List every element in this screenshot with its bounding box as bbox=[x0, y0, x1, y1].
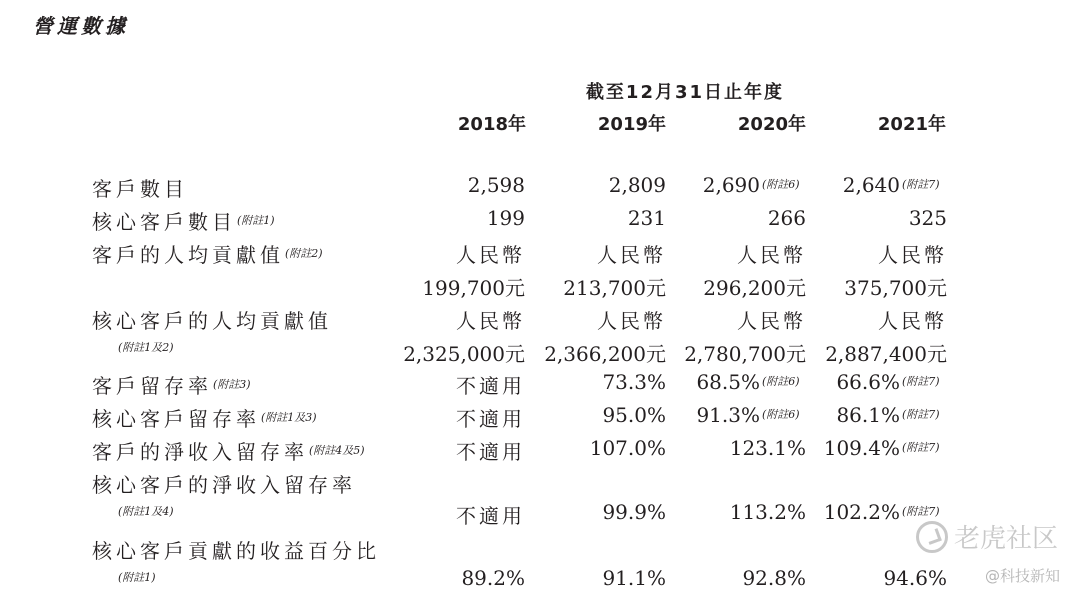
row-label-avg-contribution bbox=[92, 239, 323, 268]
row-sub-note-core-net-revenue-retention: (附註1及4) bbox=[118, 505, 174, 518]
cell-net-revenue-retention-2018: 不適用 bbox=[456, 440, 525, 464]
cell-customers-2019: 2,809 bbox=[608, 173, 666, 197]
cell-note-net-revenue-retention-2021: (附註7) bbox=[902, 441, 940, 454]
cell-core-net-revenue-retention-2020: 113.2% bbox=[729, 500, 806, 524]
cell-customers-2020: 2,690 bbox=[702, 173, 760, 197]
cell-core-revenue-share-2018: 89.2% bbox=[461, 566, 525, 590]
cell-note-core-net-revenue-retention-2021: (附註7) bbox=[902, 505, 940, 518]
cell-core-retention-2018: 不適用 bbox=[456, 407, 525, 431]
cell-avg-contribution-currency-2018: 人民幣 bbox=[456, 243, 525, 267]
cell-note-customers-2020: (附註6) bbox=[762, 178, 800, 191]
cell-core-revenue-share-2019: 91.1% bbox=[602, 566, 666, 590]
cell-avg-contribution-2020: 296,200元 bbox=[703, 276, 806, 300]
cell-retention-2020: 68.5% bbox=[696, 370, 760, 394]
cell-core-avg-contribution-2020: 2,780,700元 bbox=[684, 342, 806, 366]
cell-core-avg-contribution-currency-2018: 人民幣 bbox=[456, 309, 525, 333]
cell-core-avg-contribution-currency-2021: 人民幣 bbox=[878, 309, 947, 333]
cell-avg-contribution-currency-2019: 人民幣 bbox=[597, 243, 666, 267]
cell-note-retention-2021: (附註7) bbox=[902, 375, 940, 388]
cell-retention-2019: 73.3% bbox=[602, 370, 666, 394]
row-label-core-retention bbox=[92, 403, 317, 432]
cell-core-avg-contribution-2021: 2,887,400元 bbox=[825, 342, 947, 366]
year-header-2020: 2020年 bbox=[737, 114, 806, 135]
year-header-2019: 2019年 bbox=[597, 114, 666, 135]
cell-core-retention-2020: 91.3% bbox=[696, 403, 760, 427]
row-label-text: 客戶的人均貢獻值 bbox=[92, 243, 284, 267]
cell-retention-2018: 不適用 bbox=[456, 374, 525, 398]
cell-avg-contribution-2021: 375,700元 bbox=[844, 276, 947, 300]
cell-avg-contribution-2018: 199,700元 bbox=[422, 276, 525, 300]
cell-core-avg-contribution-2019: 2,366,200元 bbox=[544, 342, 666, 366]
cell-avg-contribution-2019: 213,700元 bbox=[563, 276, 666, 300]
row-label-core-revenue-share bbox=[92, 535, 380, 564]
row-label-core-avg-contribution bbox=[92, 305, 332, 334]
cell-net-revenue-retention-2020: 123.1% bbox=[729, 436, 806, 460]
row-sub-note-core-revenue-share: (附註1) bbox=[118, 571, 156, 584]
cell-core-customers-2020: 266 bbox=[767, 206, 806, 230]
row-label-core-net-revenue-retention bbox=[92, 469, 356, 498]
row-label-note: (附註1) bbox=[237, 214, 275, 227]
row-label-text: 核心客戶貢獻的收益百分比 bbox=[92, 539, 380, 563]
row-label-text: 客戶的淨收入留存率 bbox=[92, 440, 308, 464]
cell-core-net-revenue-retention-2021: 102.2% bbox=[823, 500, 900, 524]
cell-avg-contribution-currency-2021: 人民幣 bbox=[878, 243, 947, 267]
cell-customers-2018: 2,598 bbox=[467, 173, 525, 197]
row-label-text: 客戶留存率 bbox=[92, 374, 212, 398]
row-label-note: (附註1及3) bbox=[261, 411, 317, 424]
cell-core-retention-2021: 86.1% bbox=[836, 403, 900, 427]
row-label-text: 核心客戶的淨收入留存率 bbox=[92, 473, 356, 497]
row-label-net-revenue-retention bbox=[92, 436, 365, 465]
tiger-community-logo-icon bbox=[916, 521, 948, 553]
row-label-retention bbox=[92, 370, 251, 399]
cell-customers-2021: 2,640 bbox=[842, 173, 900, 197]
cell-note-core-retention-2020: (附註6) bbox=[762, 408, 800, 421]
cell-core-avg-contribution-currency-2019: 人民幣 bbox=[597, 309, 666, 333]
cell-core-customers-2019: 231 bbox=[627, 206, 666, 230]
cell-core-customers-2021: 325 bbox=[908, 206, 947, 230]
watermark bbox=[916, 518, 1058, 555]
cell-core-net-revenue-retention-2018: 不適用 bbox=[456, 504, 525, 528]
cell-note-core-retention-2021: (附註7) bbox=[902, 408, 940, 421]
year-header-2018: 2018年 bbox=[457, 114, 526, 135]
cell-net-revenue-retention-2021: 109.4% bbox=[823, 436, 900, 460]
cell-avg-contribution-currency-2020: 人民幣 bbox=[737, 243, 806, 267]
row-label-note: (附註4及5) bbox=[309, 444, 365, 457]
section-title: 營運數據 bbox=[33, 14, 129, 38]
cell-net-revenue-retention-2019: 107.0% bbox=[589, 436, 666, 460]
period-header: 截至12月31日止年度 bbox=[585, 82, 785, 103]
cell-core-revenue-share-2021: 94.6% bbox=[883, 566, 947, 590]
row-label-text: 核心客戶數目 bbox=[92, 210, 236, 234]
row-label-text: 核心客戶留存率 bbox=[92, 407, 260, 431]
row-label-core-customers bbox=[92, 206, 275, 235]
row-label-note: (附註2) bbox=[285, 247, 323, 260]
watermark-text: 老虎社区 bbox=[953, 524, 1058, 554]
cell-retention-2021: 66.6% bbox=[836, 370, 900, 394]
cell-core-customers-2018: 199 bbox=[486, 206, 525, 230]
cell-note-customers-2021: (附註7) bbox=[902, 178, 940, 191]
cell-core-revenue-share-2020: 92.8% bbox=[742, 566, 806, 590]
cell-core-retention-2019: 95.0% bbox=[602, 403, 666, 427]
row-label-customers bbox=[92, 173, 188, 202]
row-label-text: 核心客戶的人均貢獻值 bbox=[92, 309, 332, 333]
row-label-note: (附註3) bbox=[213, 378, 251, 391]
cell-core-avg-contribution-currency-2020: 人民幣 bbox=[737, 309, 806, 333]
cell-core-avg-contribution-2018: 2,325,000元 bbox=[403, 342, 525, 366]
cell-note-retention-2020: (附註6) bbox=[762, 375, 800, 388]
row-label-text: 客戶數目 bbox=[92, 177, 188, 201]
cell-core-net-revenue-retention-2019: 99.9% bbox=[602, 500, 666, 524]
attribution: @科技新知 bbox=[984, 567, 1060, 585]
year-header-2021: 2021年 bbox=[877, 114, 946, 135]
row-sub-note-core-avg-contribution: (附註1及2) bbox=[118, 341, 174, 354]
